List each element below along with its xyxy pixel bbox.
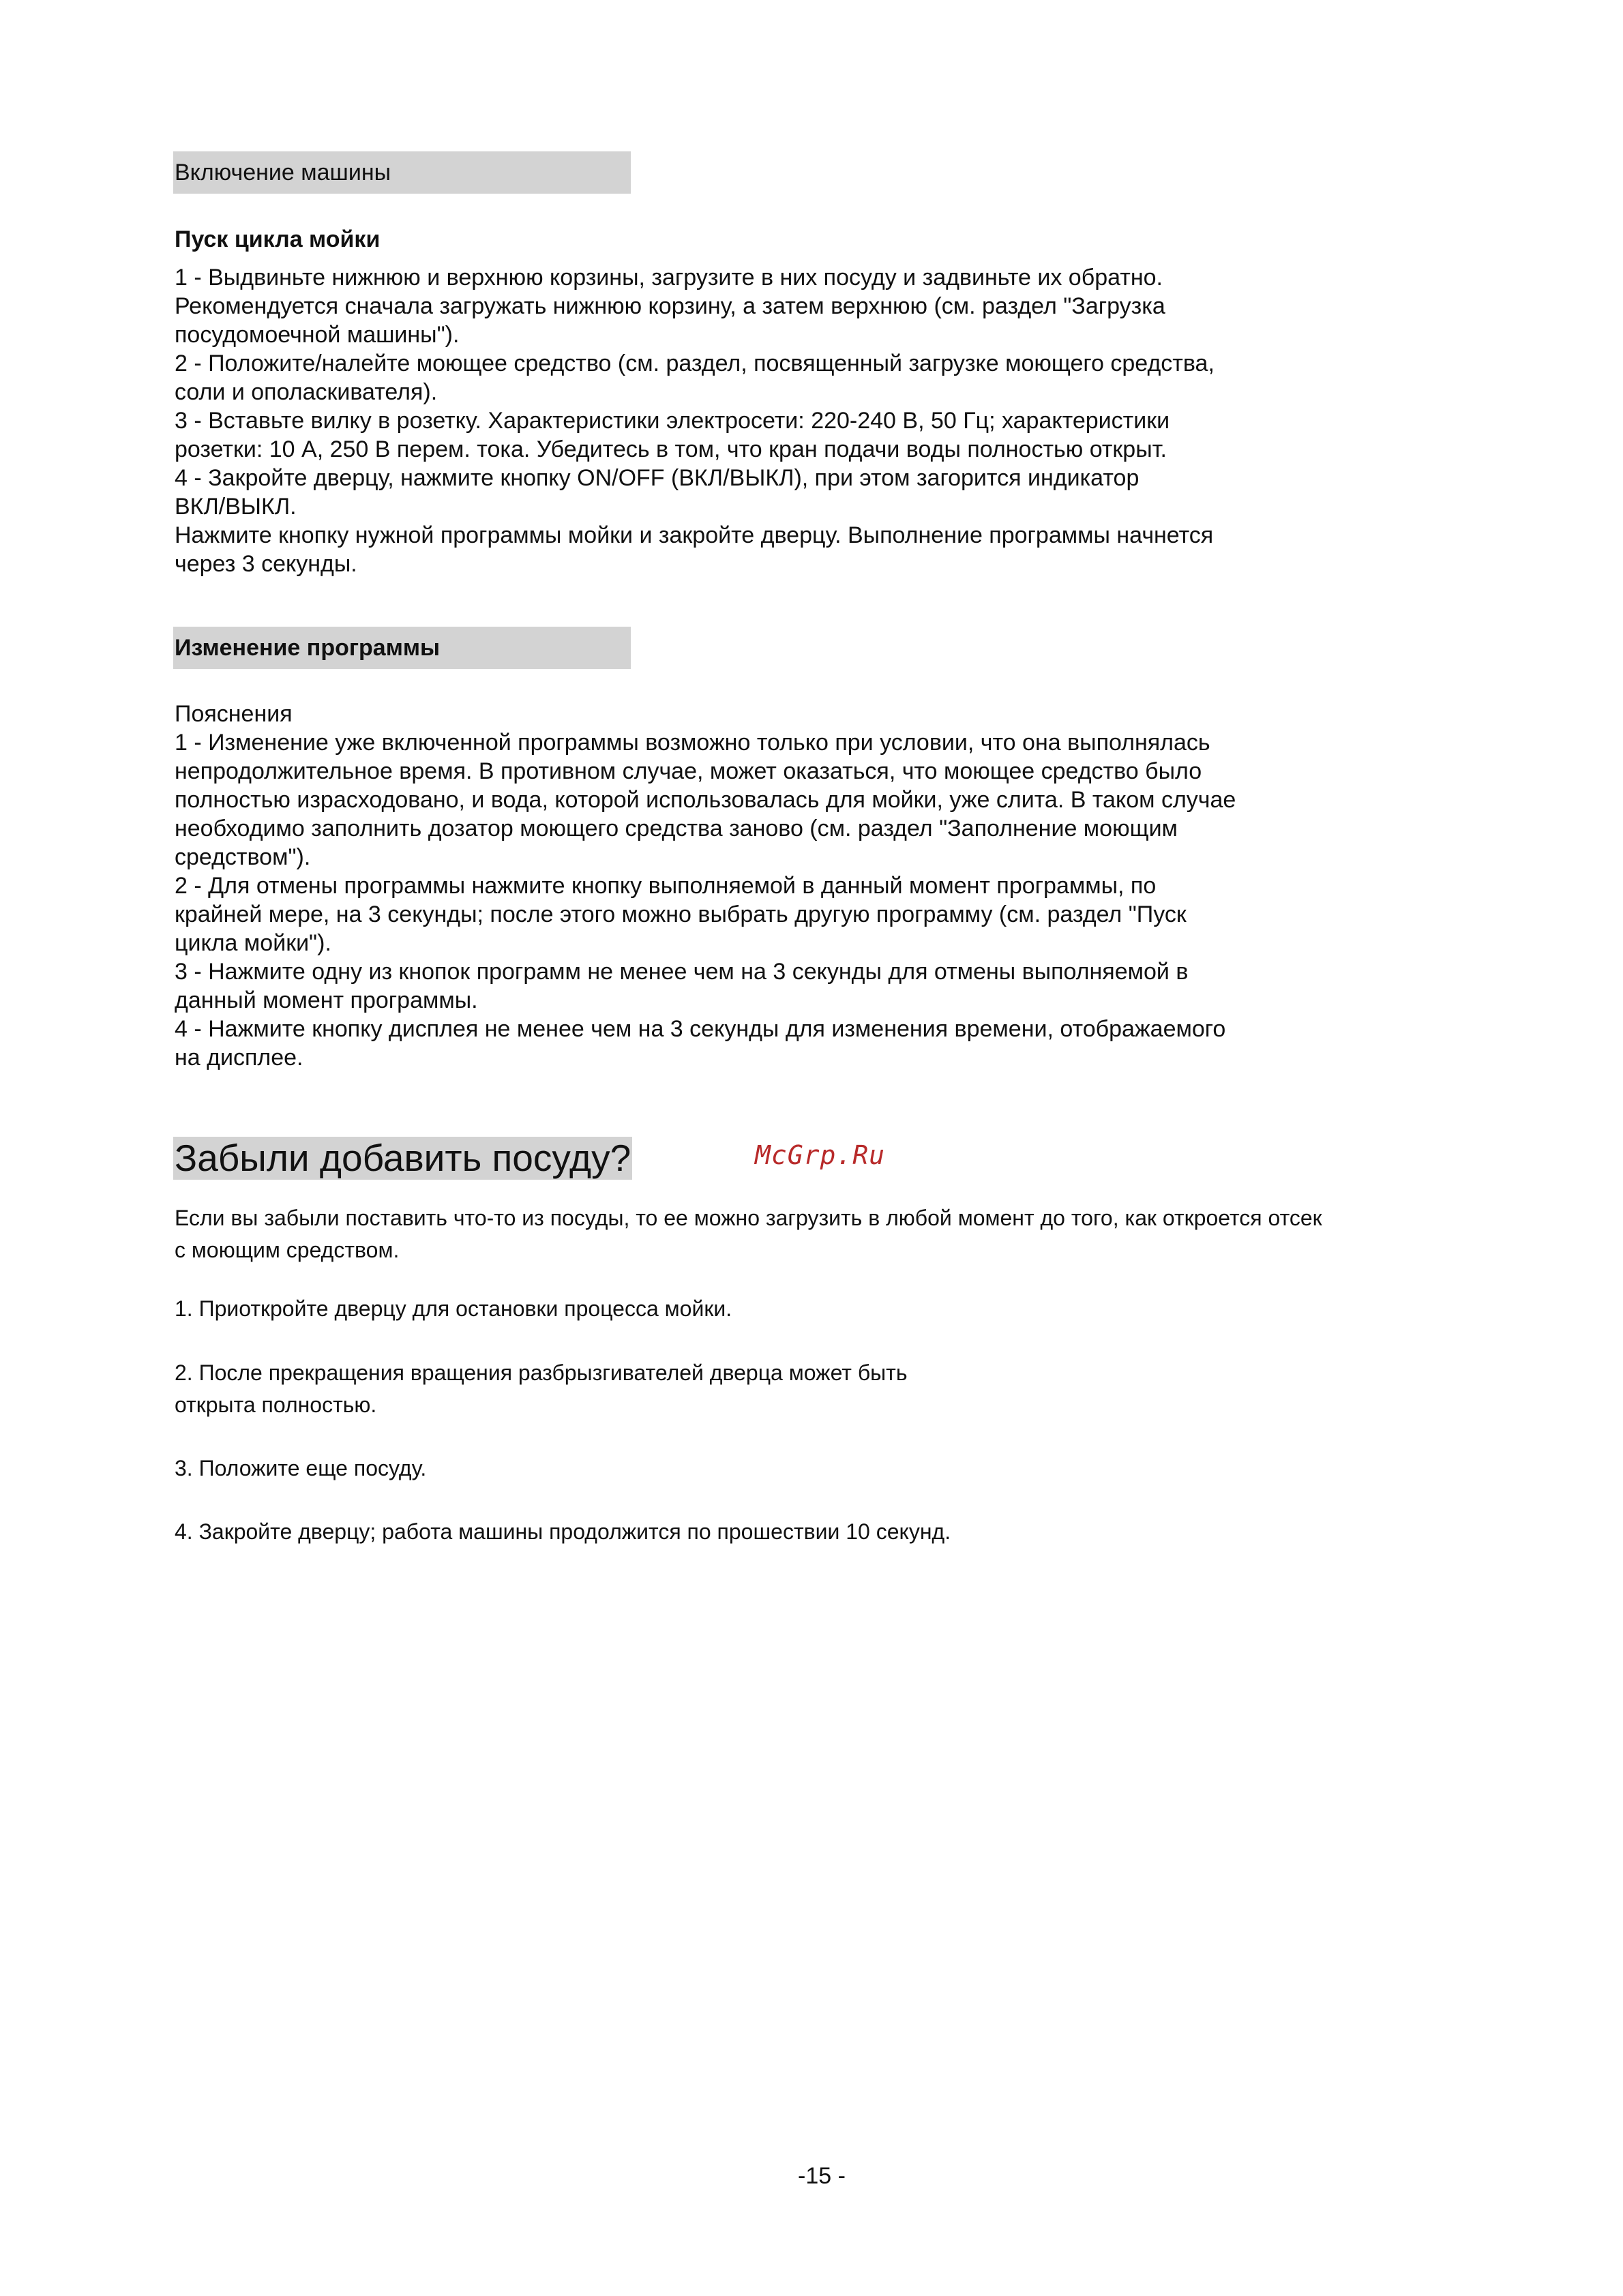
text-line: с моющим средством.: [175, 1238, 400, 1262]
text-line: Пояснения: [175, 701, 293, 727]
watermark-logo: McGrp.Ru: [755, 1140, 886, 1170]
text-line: открыта полностью.: [175, 1392, 377, 1417]
text-line: данный момент программы.: [175, 987, 478, 1013]
forgot-dishes-step-3: 3. Положите еще посуду.: [175, 1456, 427, 1480]
text-line: 4 - Нажмите кнопку дисплея не менее чем на 3 секунды для изменения времени, отображаемого: [175, 1016, 1226, 1042]
text-line: 2. После прекращения вращения разбрызгивателей дверца может быть: [175, 1360, 908, 1385]
section-title-power-on: Включение машины: [173, 151, 631, 194]
forgot-dishes-step-4: 4. Закройте дверцу; работа машины продолжится по прошествии 10 секунд.: [175, 1519, 951, 1544]
text-line: 4 - Закройте дверцу, нажмите кнопку ON/OFF (ВКЛ/ВЫКЛ), при этом загорится индикатор: [175, 465, 1140, 491]
text-line: розетки: 10 А, 250 В перем. тока. Убедитесь в том, что кран подачи воды полностью открыт.: [175, 436, 1167, 462]
subtitle-start-cycle: Пуск цикла мойки: [175, 226, 381, 252]
text-line: средством").: [175, 844, 311, 870]
text-line: Рекомендуется сначала загружать нижнюю корзину, а затем верхнюю (см. раздел "Загрузка: [175, 293, 1165, 319]
text-line: ВКЛ/ВЫКЛ.: [175, 494, 297, 520]
text-line: через 3 секунды.: [175, 551, 357, 577]
text-line: 1 - Выдвиньте нижнюю и верхнюю корзины, загрузите в них посуду и задвиньте их обратно.: [175, 265, 1163, 290]
text-line: на дисплее.: [175, 1045, 303, 1071]
text-line: Нажмите кнопку нужной программы мойки и закройте дверцу. Выполнение программы начнется: [175, 522, 1214, 548]
forgot-dishes-intro: [175, 1202, 1322, 1266]
text-line: полностью израсходовано, и вода, которой использовалась для мойки, уже слита. В таком случае: [175, 787, 1236, 813]
text-line: необходимо заполнить дозатор моющего средства заново (см. раздел "Заполнение моющим: [175, 816, 1178, 841]
section-title-change-program: Изменение программы: [173, 627, 631, 669]
section-title-forgot-dishes: Забыли добавить посуду?: [175, 1137, 631, 1179]
text-line: Если вы забыли поставить что-то из посуды, то ее можно загрузить в любой момент до того, как откроется отсек: [175, 1206, 1322, 1230]
page-number: -15 -: [798, 2163, 846, 2189]
text-line: посудомоечной машины").: [175, 322, 460, 348]
text-line: 3 - Нажмите одну из кнопок программ не менее чем на 3 секунды для отмены выполняемой в: [175, 959, 1189, 985]
text-line: крайней мере, на 3 секунды; после этого можно выбрать другую программу (см. раздел "Пуск: [175, 901, 1187, 927]
text-line: 1 - Изменение уже включенной программы возможно только при условии, что она выполнялась: [175, 730, 1210, 756]
forgot-dishes-step-2: [175, 1357, 908, 1421]
power-on-instructions: [175, 263, 1215, 578]
text-line: 2 - Для отмены программы нажмите кнопку выполняемой в данный момент программы, по: [175, 873, 1157, 899]
forgot-dishes-step-1: 1. Приоткройте дверцу для остановки процесса мойки.: [175, 1296, 732, 1321]
text-line: 3 - Вставьте вилку в розетку. Характеристики электросети: 220-240 В, 50 Гц; характеристики: [175, 408, 1170, 434]
text-line: 2 - Положите/налейте моющее средство (см. раздел, посвященный загрузке моющего средства,: [175, 351, 1215, 376]
text-line: соли и ополаскивателя).: [175, 379, 438, 405]
text-line: непродолжительное время. В противном случае, может оказаться, что моющее средство было: [175, 758, 1202, 784]
change-program-instructions: [175, 700, 1236, 1072]
text-line: цикла мойки").: [175, 930, 331, 956]
